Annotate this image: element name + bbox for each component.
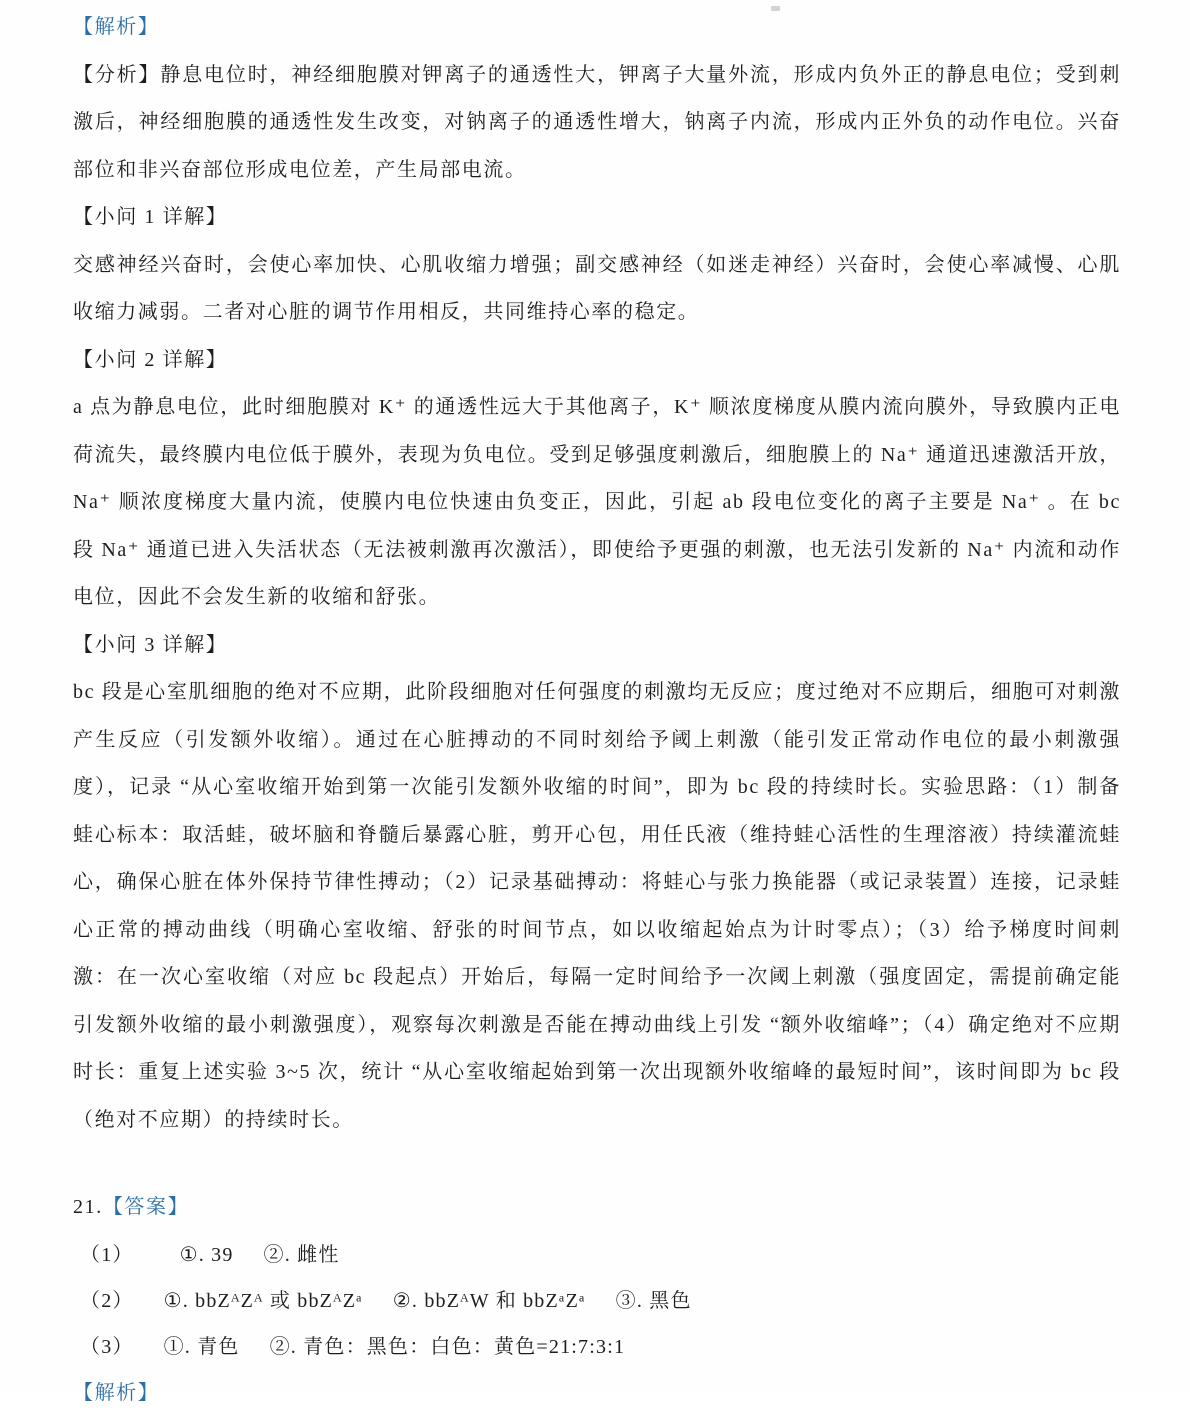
analysis-heading-top: 【解析】 (73, 4, 1121, 52)
answer-row-2-item-3: ③. 黑色 (616, 1278, 692, 1324)
subquestion-1-body: 交感神经兴奋时，会使心率加快、心肌收缩力增强；副交感神经（如迷走神经）兴奋时，会使心率减慢、心肌收缩力减弱。二者对心脏的调节作用相反，共同维持心率的稳定。 (73, 242, 1121, 337)
question-21-answer-block (73, 1184, 1121, 1417)
answer-row-1 (73, 1232, 1121, 1278)
document-content (73, 4, 1121, 1417)
answer-row-1-label: （1） (80, 1232, 134, 1278)
answer-row-2-item-1: ①. bbZᴬZᴬ 或 bbZᴬZᵃ (164, 1278, 363, 1324)
answer-row-1-item-2: ②. 雌性 (264, 1232, 340, 1278)
subquestion-3-heading: 【小问 3 详解】 (73, 622, 1121, 670)
subquestion-1-heading: 【小问 1 详解】 (73, 194, 1121, 242)
answer-row-3 (73, 1324, 1121, 1370)
analysis-heading-bottom: 【解析】 (73, 1370, 1121, 1417)
answer-row-2-item-2: ②. bbZᴬW 和 bbZᵃZᵃ (393, 1278, 586, 1324)
subquestion-2-heading: 【小问 2 详解】 (73, 337, 1121, 385)
answer-row-3-item-1: ①. 青色 (164, 1324, 240, 1370)
answer-row-2 (73, 1278, 1121, 1324)
answer-row-2-label: （2） (80, 1278, 134, 1324)
subquestion-3-body: bc 段是心室肌细胞的绝对不应期，此阶段细胞对任何强度的刺激均无反应；度过绝对不应期后，细胞可对刺激产生反应（引发额外收缩）。通过在心脏搏动的不同时刻给予阈上刺激（能引发正常动作电位的最小刺激强度），记录 “从心室收缩开始到第一次能引发额外收缩的时间”，即为 bc 段的持续时长。实验思路：（1）制备蛙心标本：取活蛙，破坏脑和脊髓后暴露心脏，剪开心包，用任氏液（维持蛙心活性的生理溶液）持续灌流蛙心，确保心脏在体外保持节律性搏动；（2）记录基础搏动：将蛙心与张力换能器（或记录装置）连接，记录蛙心正常的搏动曲线（明确心室收缩、舒张的时间节点，如以收缩起始点为计时零点）；（3）给予梯度时间刺激：在一次心室收缩（对应 bc 段起点）开始后，每隔一定时间给予一次阈上刺激（强度固定，需提前确定能引发额外收缩的最小刺激强度），观察每次刺激是否能在搏动曲线上引发 “额外收缩峰”；（4）确定绝对不应期时长：重复上述实验 3~5 次，统计 “从心室收缩起始到第一次出现额外收缩峰的最短时间”，该时间即为 bc 段（绝对不应期）的持续时长。 (73, 669, 1121, 1144)
question-21-answer-heading (73, 1184, 1121, 1232)
subquestion-2-body: a 点为静息电位，此时细胞膜对 K⁺ 的通透性远大于其他离子，K⁺ 顺浓度梯度从膜内流向膜外，导致膜内正电荷流失，最终膜内电位低于膜外，表现为负电位。受到足够强度刺激后，细胞膜上的 Na⁺ 通道迅速激活开放，Na⁺ 顺浓度梯度大量内流，使膜内电位快速由负变正，因此，引起 ab 段电位变化的离子主要是 Na⁺ 。在 bc 段 Na⁺ 通道已进入失活状态（无法被刺激再次激活），即使给予更强的刺激，也无法引发新的 Na⁺ 内流和动作电位，因此不会发生新的收缩和舒张。 (73, 384, 1121, 622)
answer-row-3-item-2: ②. 青色：黑色：白色：黄色=21:7:3:1 (270, 1324, 626, 1370)
analysis-overview-paragraph: 【分析】静息电位时，神经细胞膜对钾离子的通透性大，钾离子大量外流，形成内负外正的静息电位；受到刺激后，神经细胞膜的通透性发生改变，对钠离子的通透性增大，钠离子内流，形成内正外负的动作电位。兴奋部位和非兴奋部位形成电位差，产生局部电流。 (73, 52, 1121, 195)
answer-row-1-item-1: ①. 39 (180, 1232, 234, 1278)
answer-row-3-label: （3） (80, 1324, 134, 1370)
answer-label: 【答案】 (103, 1196, 189, 1218)
question-number: 21. (73, 1196, 103, 1218)
